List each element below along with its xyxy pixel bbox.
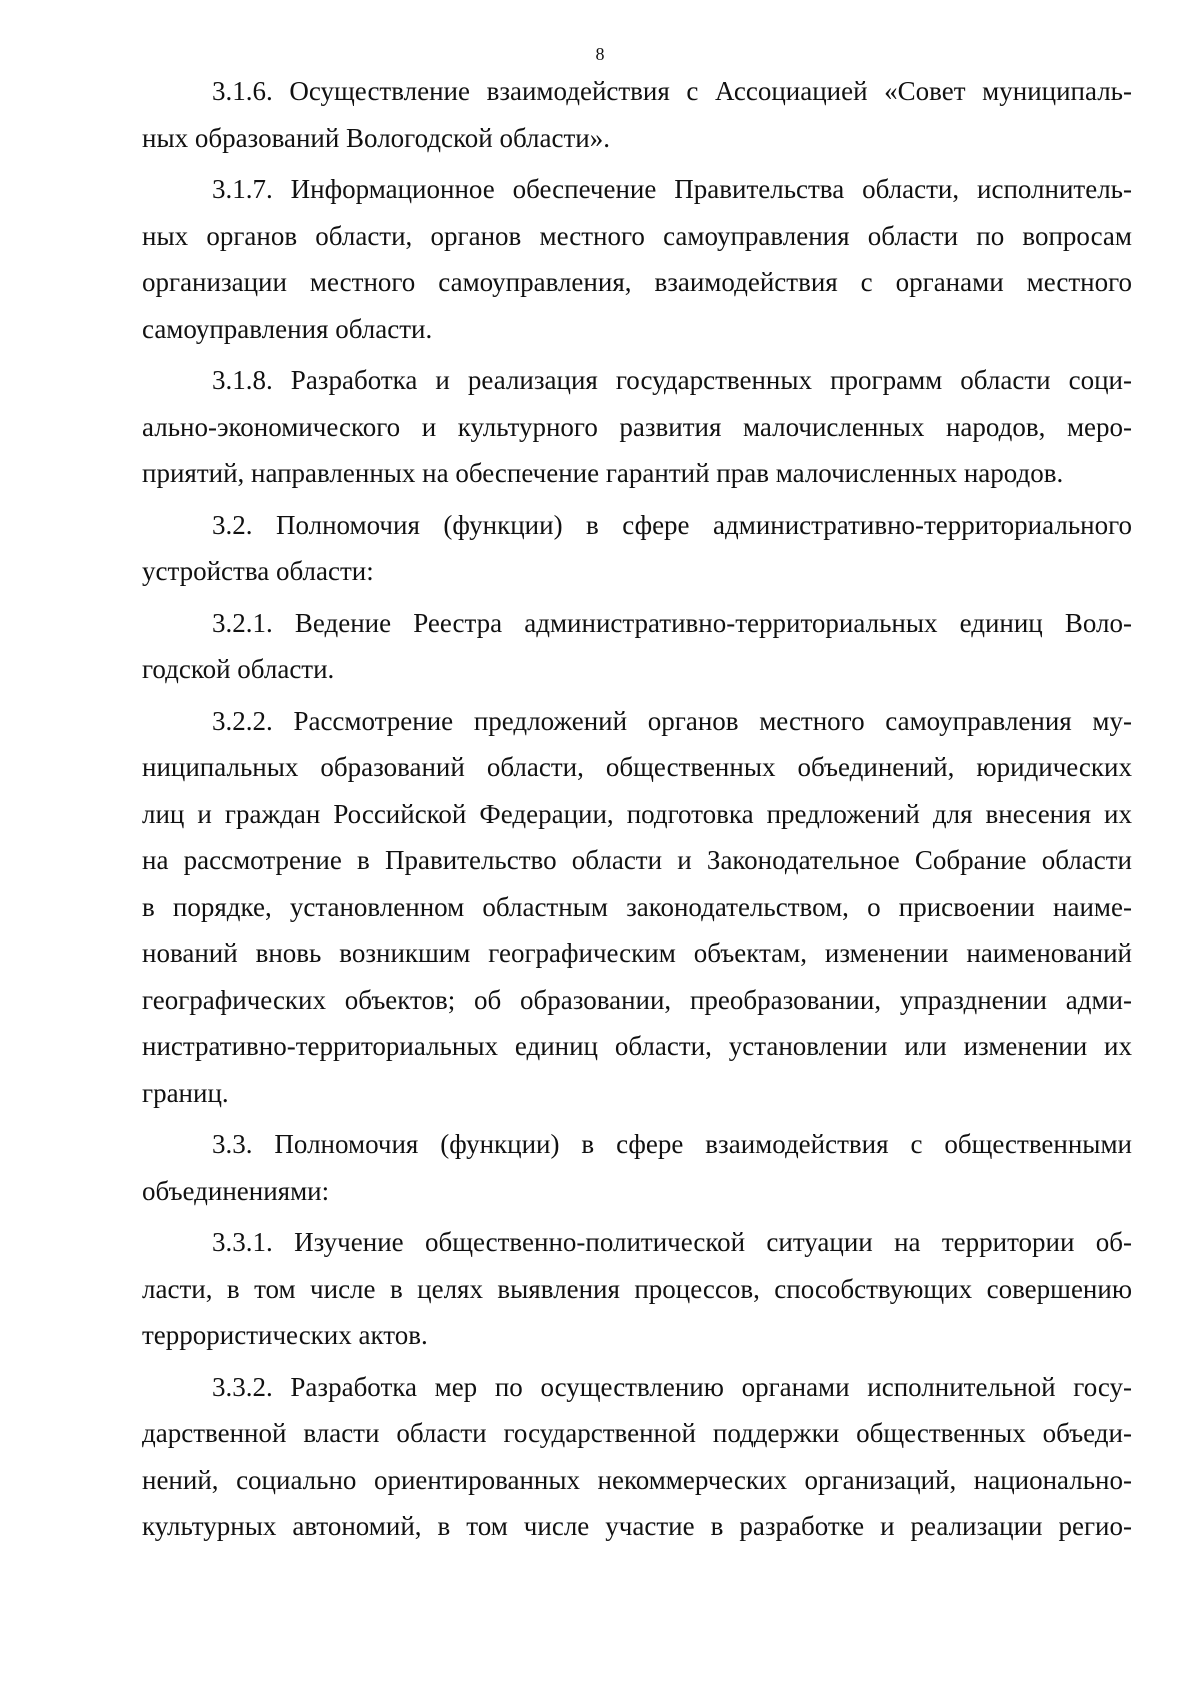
text-line: 3.3.1. Изучение общественно-политической ситуации на территории об- <box>212 1227 1132 1257</box>
text-line: ниципальных образований области, общественных объединений, юридических <box>142 752 1132 782</box>
text-line: лиц и граждан Российской Федерации, подготовка предложений для внесения их <box>142 798 1132 829</box>
text-line: 3.1.7. Информационное обеспечение Правительства области, исполнитель- <box>212 174 1132 204</box>
paragraph <box>142 1219 1132 1359</box>
text-line: нистративно-территориальных единиц области, установлении или изменении их <box>142 1031 1132 1061</box>
text-line: объединениями: <box>142 1175 330 1206</box>
text-line: организации местного самоуправления, взаимодействия с органами местного <box>142 267 1132 297</box>
paragraph <box>142 1121 1132 1214</box>
paragraph <box>142 600 1132 693</box>
text-line: 3.2. Полномочия (функции) в сфере административно-территориального <box>212 509 1132 540</box>
text-line: годской области. <box>142 654 335 684</box>
text-line: 3.2.2. Рассмотрение предложений органов местного самоуправления му- <box>212 705 1132 736</box>
text-line: 3.1.8. Разработка и реализация государственных программ области соци- <box>212 365 1132 395</box>
text-line: на рассмотрение в Правительство области и Законодательное Собрание области <box>142 845 1132 875</box>
paragraph <box>142 68 1132 161</box>
text-line: 3.3.2. Разработка мер по осуществлению органами исполнительной госу- <box>212 1371 1132 1402</box>
document-body <box>142 68 1132 1550</box>
paragraph <box>142 357 1132 497</box>
text-line: устройства области: <box>142 556 374 586</box>
text-line: ных органов области, органов местного самоуправления области по вопросам <box>142 220 1132 251</box>
text-line: дарственной власти области государственной поддержки общественных объеди- <box>142 1418 1132 1448</box>
text-line: ласти, в том числе в целях выявления процессов, способствующих совершению <box>142 1273 1132 1304</box>
text-line: ных образований Вологодской области». <box>142 122 610 153</box>
paragraph <box>142 1364 1132 1550</box>
text-line: культурных автономий, в том числе участие в разработке и реализации регио- <box>142 1511 1132 1541</box>
text-line: приятий, направленных на обеспечение гарантий прав малочисленных народов. <box>142 458 1064 488</box>
paragraph <box>142 502 1132 595</box>
text-line: в порядке, установленном областным законодательством, о присвоении наиме- <box>142 891 1132 922</box>
text-line: границ. <box>142 1077 229 1108</box>
text-line: 3.1.6. Осуществление взаимодействия с Ассоциацией «Совет муниципаль- <box>212 76 1132 106</box>
text-line: географических объектов; об образовании, преобразовании, упразднении адми- <box>142 984 1132 1015</box>
text-line: террористических актов. <box>142 1320 428 1350</box>
text-line: ально-экономического и культурного развития малочисленных народов, меро- <box>142 411 1132 442</box>
page-number: 8 <box>595 44 605 64</box>
paragraph <box>142 698 1132 1117</box>
text-line: 3.2.1. Ведение Реестра административно-территориальных единиц Воло- <box>212 607 1132 638</box>
text-line: самоуправления области. <box>142 313 433 344</box>
text-line: 3.3. Полномочия (функции) в сфере взаимодействия с общественными <box>212 1129 1132 1159</box>
text-line: нений, социально ориентированных некоммерческих организаций, национально- <box>142 1464 1132 1495</box>
paragraph <box>142 166 1132 352</box>
text-line: нований вновь возникшим географическим объектам, изменении наименований <box>142 938 1132 968</box>
